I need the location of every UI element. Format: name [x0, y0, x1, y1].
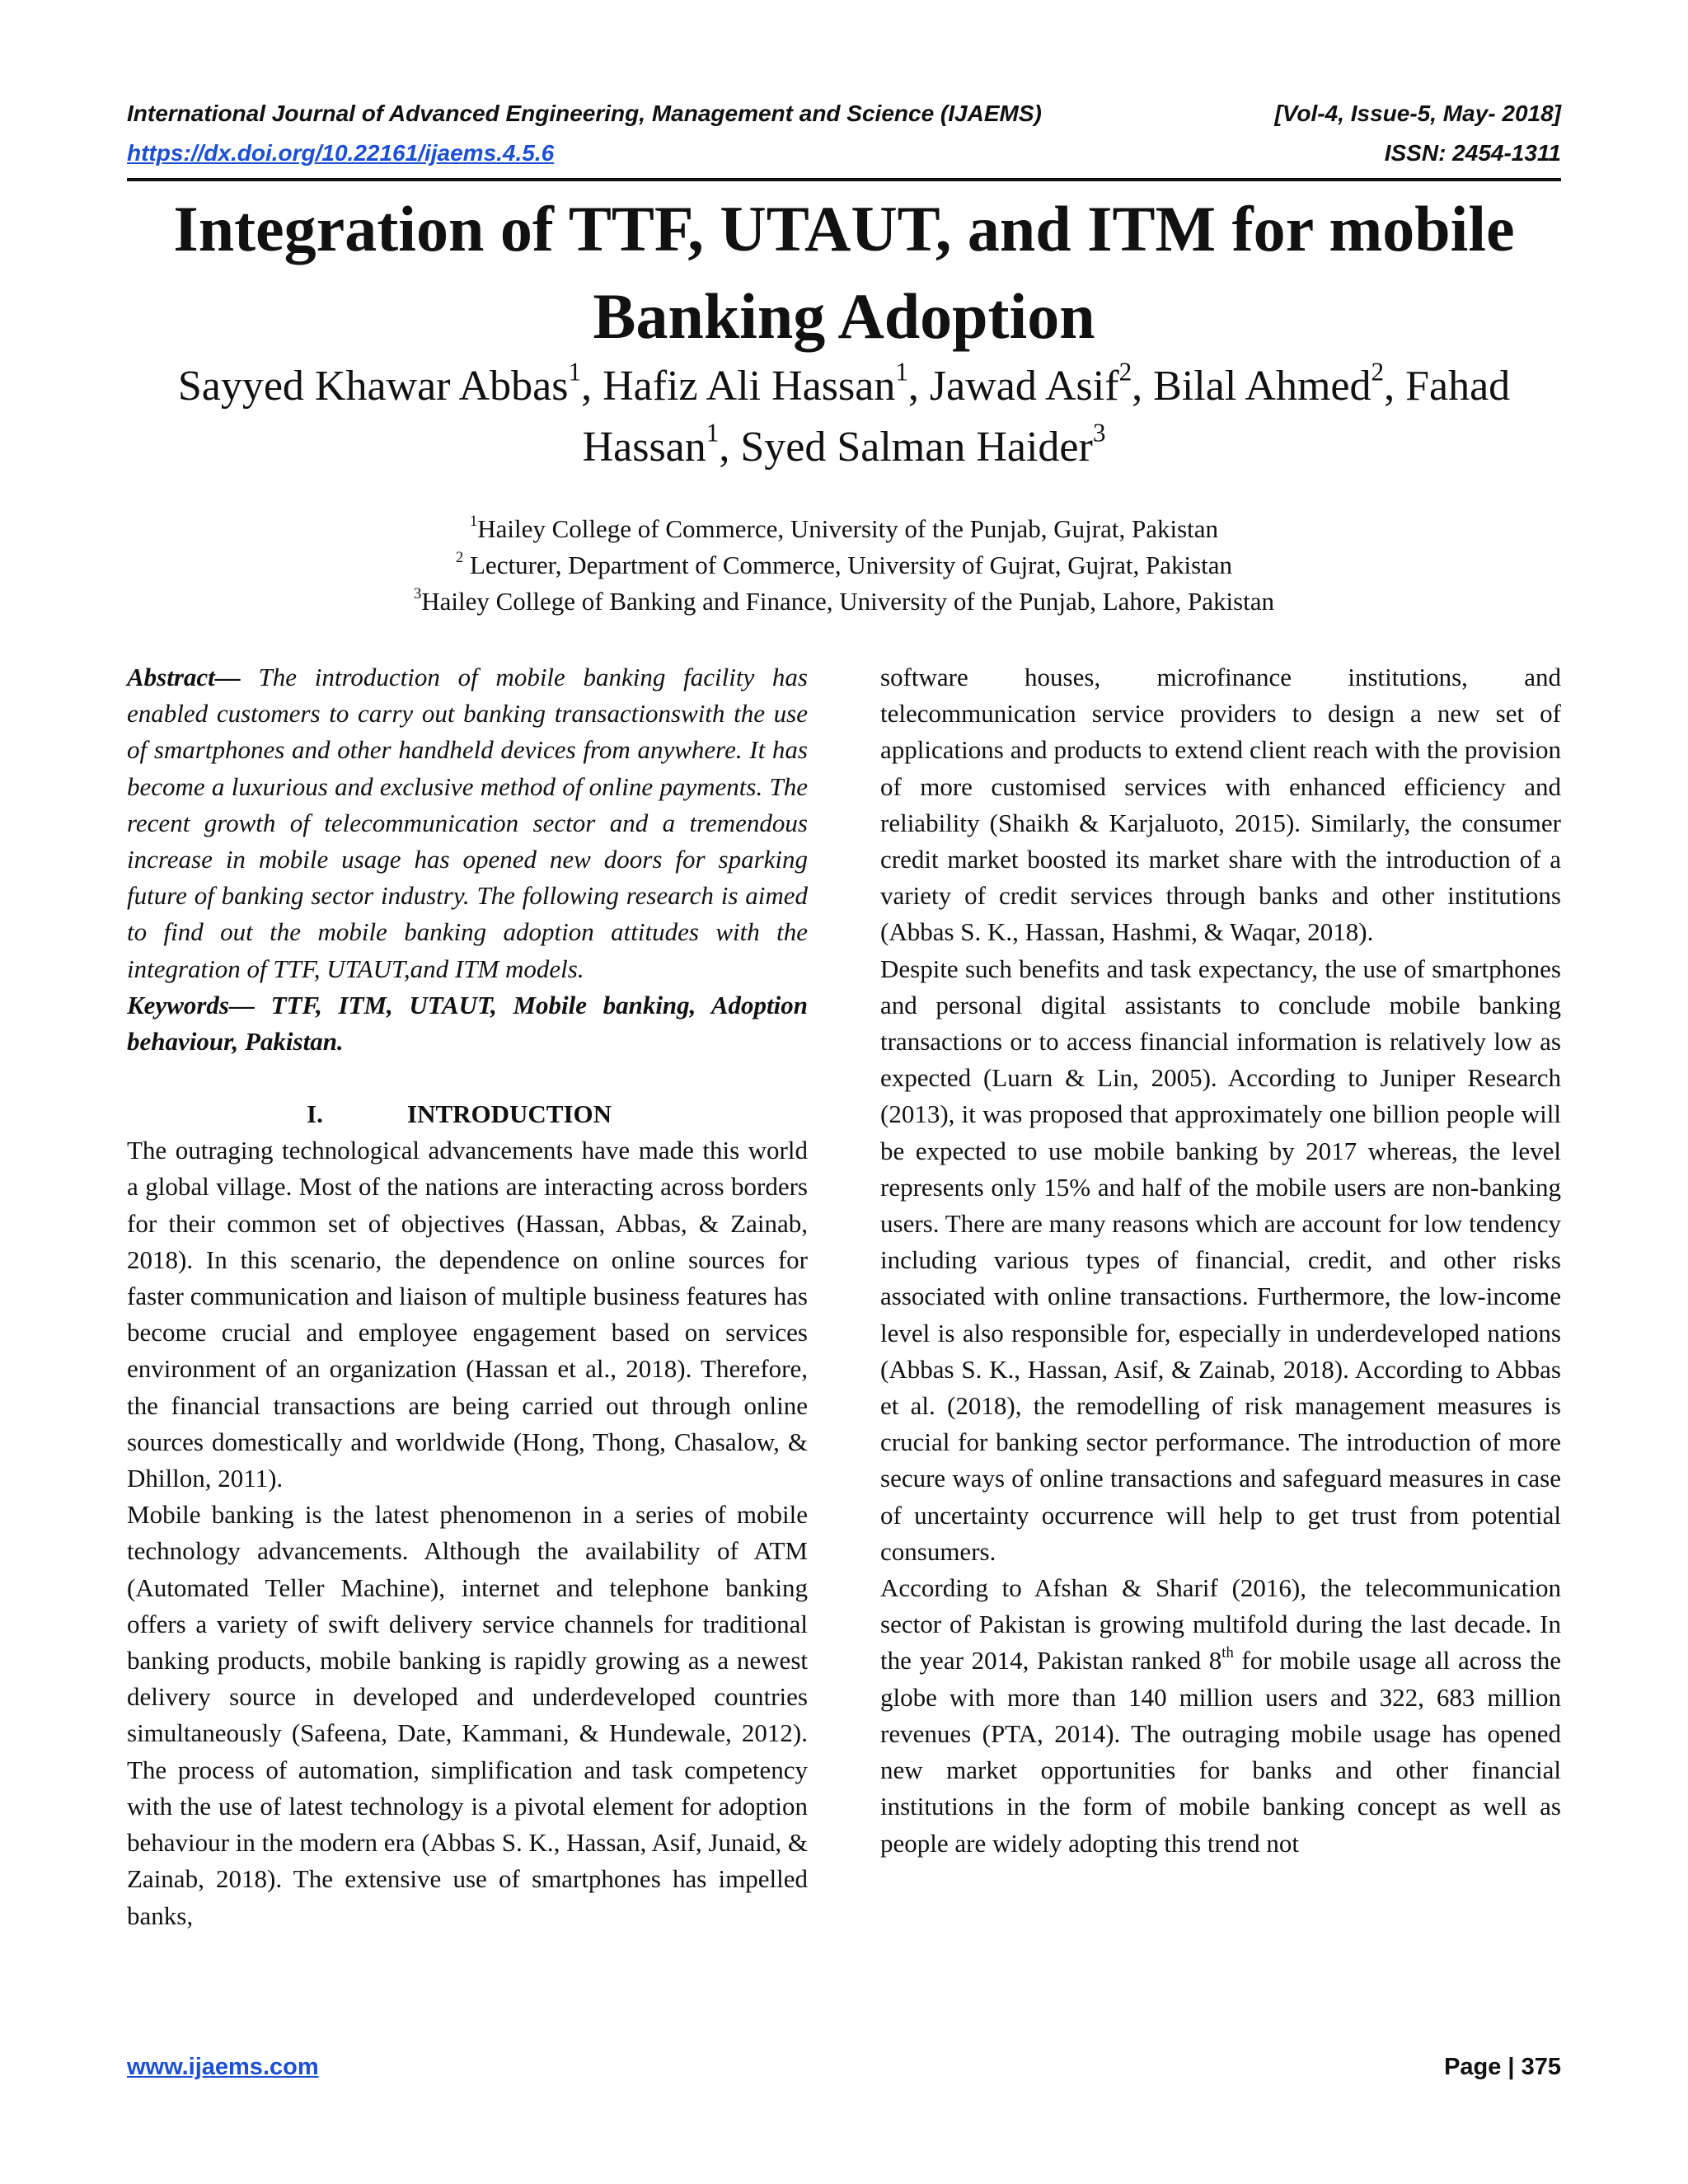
abstract	[127, 659, 808, 987]
author-separator: ,	[581, 363, 603, 410]
affiliation	[99, 547, 1589, 583]
author-affil-marker: 2	[1371, 357, 1385, 387]
author-name: Jawad Asif	[929, 363, 1119, 410]
author-affil-marker: 1	[706, 418, 720, 448]
ordinal-superscript: th	[1221, 1644, 1234, 1662]
author-affil-marker: 1	[895, 357, 908, 387]
abstract-label: Abstract—	[127, 663, 241, 691]
author-affil-marker: 3	[1092, 418, 1106, 448]
issn: ISSN: 2454-1311	[1384, 140, 1561, 166]
author-affil-marker: 1	[568, 357, 582, 387]
author-separator: ,	[719, 424, 741, 471]
body-paragraph	[880, 1570, 1561, 1862]
page-number: Page | 375	[1444, 2054, 1561, 2080]
author-affil-marker: 2	[1118, 357, 1132, 387]
affiliation-list	[99, 511, 1589, 620]
author-name: Sayyed Khawar Abbas	[177, 363, 569, 410]
paragraph-text: for mobile usage all across the globe with more than 140 million users and 322, 683 million revenues (PTA, 2014). The outraging mobile usage has opened new market opportunities for banks and other financial institutions in the form of mobile banking concept as well as people are widely adopting this trend not	[880, 1646, 1562, 1858]
left-column	[127, 659, 808, 1934]
affiliation	[99, 511, 1589, 547]
paper-title	[99, 185, 1589, 360]
title-line-1: Integration of TTF, UTAUT, and ITM for mobile	[173, 193, 1515, 265]
section-heading	[127, 1096, 808, 1132]
author-separator: ,	[1132, 363, 1154, 410]
affiliation-text: Hailey College of Banking and Finance, University of the Punjab, Lahore, Pakistan	[421, 587, 1275, 616]
author-separator: ,	[907, 363, 930, 410]
affiliation-marker: 1	[469, 513, 478, 531]
volume-issue: [Vol-4, Issue-5, May- 2018]	[1274, 101, 1561, 126]
keywords-label: Keywords—	[127, 990, 255, 1019]
affiliation	[99, 583, 1589, 620]
affiliation-marker: 3	[413, 585, 422, 603]
affiliation-text: Hailey College of Commerce, University of the Punjab, Gujrat, Pakistan	[477, 514, 1219, 543]
author-list	[99, 356, 1589, 478]
abstract-text: The introduction of mobile banking facility has enabled customers to carry out banking transactionswith the use of smartphones and other handheld devices from anywhere. It has become a luxurious and exclusive method of online payments. The recent growth of telecommunication sector and a tremendous increase in mobile usage has opened new doors for sparking future of banking sector industry. The following research is aimed to find out the mobile banking adoption attitudes with the integration of TTF, UTAUT,and ITM models.	[127, 663, 808, 983]
author-name: Bilal Ahmed	[1153, 363, 1372, 410]
section-title: INTRODUCTION	[407, 1099, 612, 1129]
journal-name: International Journal of Advanced Engineering, Management and Science (IJAEMS)	[127, 101, 1042, 126]
paragraph-text: According to Afshan & Sharif (2016), the telecommunication sector of Pakistan is growing multifold during the last decade. In the year 2014, Pakistan ranked 8	[880, 1573, 1561, 1675]
body-paragraph: Despite such benefits and task expectancy, the use of smartphones and personal digital assistants to conclude mobile banking transactions or to access financial information is relatively low as expected (Luarn & Lin, 2005). According to Juniper Research (2013), it was proposed that approximately one billion people will be expected to use mobile banking by 2017 whereas, the level represents only 15% and half of the mobile users are non-banking users. There are many reasons which are account for low tendency including various types of financial, credit, and other risks associated with online transactions. Furthermore, the low-income level is also responsible for, especially in underdeveloped nations (Abbas S. K., Hassan, Asif, & Zainab, 2018). According to Abbas et al. (2018), the remodelling of risk management measures is crucial for banking sector performance. The introduction of more secure ways of online transactions and safeguard measures in case of uncertainty occurrence will help to get trust from potential consumers.	[880, 954, 1561, 1566]
header-divider	[127, 178, 1561, 181]
affiliation-text: Lecturer, Department of Commerce, University of Gujrat, Gujrat, Pakistan	[463, 551, 1233, 579]
website-link[interactable]: www.ijaems.com	[127, 2054, 319, 2080]
body-paragraph: The outraging technological advancements have made this world a global village. Most of the nations are interacting across borders for their common set of objectives (Hassan, Abbas, & Zainab, 2018). In this scenario, the dependence on online sources for faster communication and liaison of multiple business features has become crucial and employee engagement based on services environment of an organization (Hassan et al., 2018). Therefore, the financial transactions are being carried out through online sources domestically and worldwide (Hong, Thong, Chasalow, & Dhillon, 2011).	[127, 1136, 808, 1493]
author-name: Fahad Hassan	[582, 363, 1511, 471]
section-number: I.	[307, 1099, 323, 1129]
body-paragraph: Mobile banking is the latest phenomenon in a series of mobile technology advancements. Although the availability of ATM (Automated Teller Machine), internet and telephone banking offers a variety of swift delivery service channels for traditional banking products, mobile banking is rapidly growing as a newest delivery source in developed and underdeveloped countries simultaneously (Safeena, Date, Kammani, & Hundewale, 2012). The process of automation, simplification and task competency with the use of latest technology is a pivotal element for adoption behaviour in the modern era (Abbas S. K., Hassan, Asif, Junaid, & Zainab, 2018). The extensive use of smartphones has impelled banks,	[127, 1500, 808, 1930]
author-name: Hafiz Ali Hassan	[603, 363, 896, 410]
doi-link[interactable]: https://dx.doi.org/10.22161/ijaems.4.5.6	[127, 140, 555, 166]
body-paragraph: software houses, microfinance institutions, and telecommunication service providers to design a new set of applications and products to extend client reach with the provision of more customised services with enhanced efficiency and reliability (Shaikh & Karjaluoto, 2015). Similarly, the consumer credit market boosted its market share with the introduction of a variety of credit services through banks and other institutions (Abbas S. K., Hassan, Hashmi, & Waqar, 2018).	[880, 663, 1561, 947]
author-name: Syed Salman Haider	[740, 424, 1093, 471]
keywords	[127, 987, 808, 1060]
right-column	[880, 659, 1561, 1862]
title-line-2: Banking Adoption	[593, 280, 1095, 352]
keywords-text: TTF, ITM, UTAUT, Mobile banking, Adoption behaviour, Pakistan.	[127, 990, 808, 1057]
affiliation-marker: 2	[455, 549, 464, 567]
author-separator: ,	[1384, 363, 1406, 410]
